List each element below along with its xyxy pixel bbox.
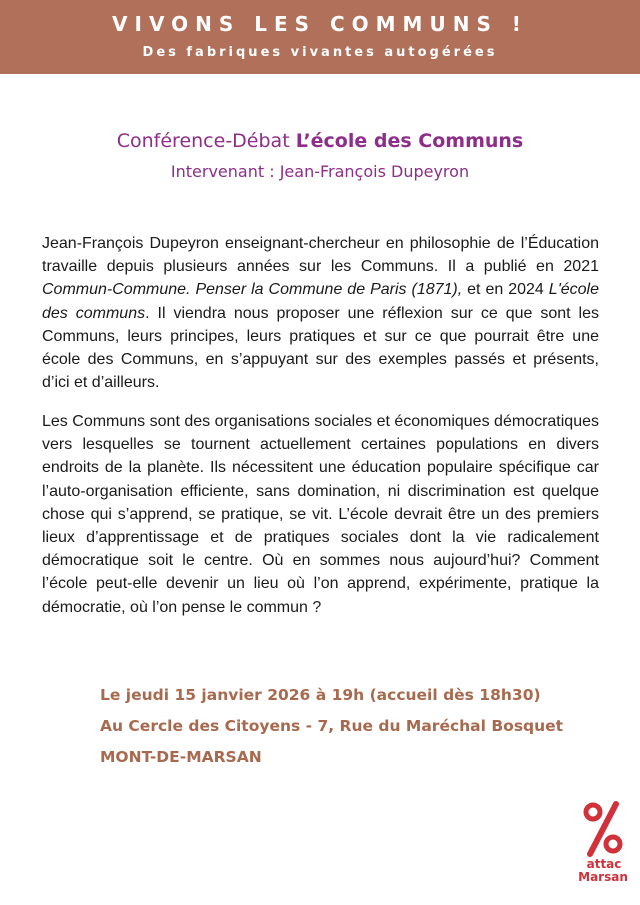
p1-book-1: Commun-Commune. Penser la Commune de Paris (1871),: [42, 281, 463, 299]
header-banner: [0, 0, 640, 74]
event-city: MONT-DE-MARSAN: [100, 748, 262, 766]
attac-marsan-logo: [576, 800, 632, 884]
banner-subtitle: Des fabriques vivantes autogérées: [142, 45, 498, 60]
speaker-line: Intervenant : Jean-François Dupeyron: [170, 162, 470, 181]
p1-text-c: . Il viendra nous proposer une réflexion sur ce que sont les Communs, leurs principes, leurs pratiques et sur ce que pourrait être une école des Communs, en s’appuyant sur des exemples passés et présents, d’ici et d’ailleurs.: [42, 304, 600, 392]
event-place: Au Cercle des Citoyens - 7, Rue du Maréchal Bosquet: [100, 717, 564, 735]
intro-paragraph: [42, 232, 599, 394]
p1-text-a: Jean-François Dupeyron enseignant-chercheur en philosophie de l’Éducation travaille depuis plusieurs années sur les Communs. Il a publié en 2021: [42, 235, 599, 276]
logo-marsan-text: Marsan: [578, 870, 628, 884]
conference-heading: [0, 130, 640, 152]
commons-paragraph: Les Communs sont des organisations sociales et économiques démocratiques vers lesquelles se tournent actuellement certaines populations en divers endroits de la planète. Ils nécessitent une éducation populaire spécifique car l’auto-organisation efficiente, sans domination, ni discrimination est quelque chose qui s’apprend, se pratique, se vit. L’école devrait être un des premiers lieux d’apprentissage et de pratiques sociales dont la vie radicalement démocratique soit le centre. Où en sommes nous aujourd’hui? Comment l’école peut-elle devenir un lieu où l’on apprend, expérimente, pratique la démocratie, où l’on pense le commun ?: [42, 413, 599, 616]
heading-title: L’école des Communs: [295, 130, 524, 152]
logo-attac-text: attac: [586, 857, 622, 871]
event-date: Le jeudi 15 janvier 2026 à 19h (accueil dès 18h30): [100, 686, 541, 704]
p1-text-b: et en 2024: [462, 281, 549, 299]
banner-title: VIVONS LES COMMUNS !: [112, 12, 528, 36]
p1-book-2: L'école des communs: [42, 281, 599, 322]
percent-sign-logo-icon: [576, 800, 632, 858]
heading-prefix: Conférence-Débat: [116, 130, 290, 152]
